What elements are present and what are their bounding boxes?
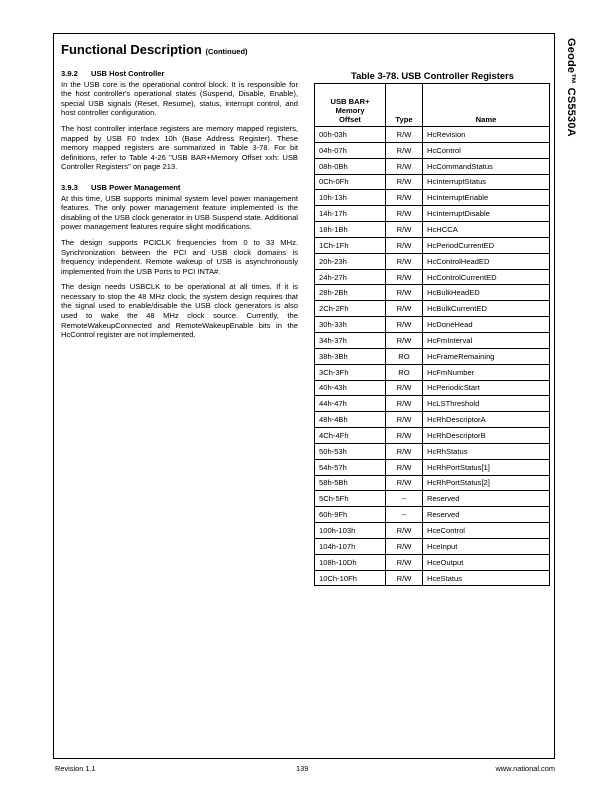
name-cell: HcRhDescriptorA [423,412,550,428]
type-cell: R/W [386,285,423,301]
name-cell: HcBulkCurrentED [423,301,550,317]
column-header-offset: USB BAR+ Memory Offset [315,84,386,127]
subsection-title: USB Host Controller [91,69,165,78]
offset-cell: 44h-47h [315,396,386,412]
offset-cell: 48h-4Bh [315,412,386,428]
section-continued: (Continued) [205,47,248,56]
paragraph: At this time, USB supports minimal system level power management features. The only power management feature implemented is the disabling of the USB clock generator in USB Suspend state. Additional power management features require slight modifications. [61,193,298,232]
offset-cell: 34h-37h [315,332,386,348]
name-cell: HcFrameRemaining [423,348,550,364]
table-header-row [315,84,550,127]
name-cell: HcBulkHeadED [423,285,550,301]
type-cell: R/W [386,190,423,206]
name-cell: HcPeriodicStart [423,380,550,396]
offset-cell: 1Ch-1Fh [315,237,386,253]
type-cell: R/W [386,222,423,238]
table-row [315,428,550,444]
type-cell: RO [386,348,423,364]
offset-cell: 104h-107h [315,538,386,554]
table-row [315,222,550,238]
table-row [315,174,550,190]
name-cell: Reserved [423,507,550,523]
type-cell: R/W [386,332,423,348]
table-row [315,380,550,396]
offset-cell: 58h-5Bh [315,475,386,491]
offset-cell: 0Ch-0Fh [315,174,386,190]
offset-cell: 00h-03h [315,127,386,143]
name-cell: HcRhPortStatus[2] [423,475,550,491]
name-cell: HcDoneHead [423,317,550,333]
paragraph: The host controller interface registers are memory mapped registers, mapped by USB F0 Index 10h (Base Address Register). These memory mapped registers are summarized in Table 3-78. For bit definitions, refer to Table 4-26 "USB BAR+Memory Offset xxh: USB Controller Registers" on page 213. [61,123,298,172]
name-cell: HcControl [423,142,550,158]
offset-cell: 08h-0Bh [315,158,386,174]
name-cell: HcRhStatus [423,443,550,459]
offset-cell: 38h-3Bh [315,348,386,364]
type-cell: R/W [386,269,423,285]
column-header-name: Name [423,84,550,127]
table-row [315,332,550,348]
section-title: Functional Description [61,42,202,57]
name-cell: HceInput [423,538,550,554]
table-row [315,507,550,523]
table-row [315,237,550,253]
type-cell: -- [386,491,423,507]
paragraph: The design supports PCICLK frequencies from 0 to 33 MHz. Synchronization between the PCI and USB clock domains is frequency independent. Remote wakeup of USB is asynchronously implemented from the USB Ports to PCI INTA#. [61,237,298,276]
section-heading [61,42,248,57]
running-title [557,38,587,338]
offset-cell: 50h-53h [315,443,386,459]
type-cell: R/W [386,443,423,459]
table-row [315,269,550,285]
offset-cell: 10Ch-10Fh [315,570,386,586]
offset-cell: 2Ch-2Fh [315,301,386,317]
offset-cell: 20h-23h [315,253,386,269]
type-cell: R/W [386,127,423,143]
table-row [315,396,550,412]
offset-cell: 60h-9Fh [315,507,386,523]
type-cell: R/W [386,459,423,475]
table-row [315,412,550,428]
offset-cell: 14h-17h [315,206,386,222]
offset-cell: 108h-10Dh [315,554,386,570]
offset-cell: 10h-13h [315,190,386,206]
subsection-number: 3.9.2 [61,69,78,78]
type-cell: R/W [386,523,423,539]
name-cell: HcInterruptStatus [423,174,550,190]
type-cell: R/W [386,538,423,554]
name-cell: HcControlCurrentED [423,269,550,285]
usb-registers-table [314,83,550,586]
table-row [315,127,550,143]
table-row [315,253,550,269]
name-cell: HcRhPortStatus[1] [423,459,550,475]
name-cell: HceStatus [423,570,550,586]
name-cell: HcFmNumber [423,364,550,380]
table-row [315,158,550,174]
type-cell: R/W [386,158,423,174]
name-cell: HcControlHeadED [423,253,550,269]
subsection-number: 3.9.3 [61,182,78,192]
type-cell: R/W [386,237,423,253]
type-cell: R/W [386,554,423,570]
type-cell: R/W [386,301,423,317]
offset-cell: 5Ch-5Fh [315,491,386,507]
subsection-heading-usb-power [61,183,298,193]
offset-cell: 4Ch-4Fh [315,428,386,444]
name-cell: HceControl [423,523,550,539]
type-cell: R/W [386,412,423,428]
footer-website: www.national.com [495,764,555,773]
table-title: Table 3-78. USB Controller Registers [351,70,514,81]
table-row [315,285,550,301]
name-cell: HcFmInterval [423,332,550,348]
offset-cell: 100h-103h [315,523,386,539]
footer-revision: Revision 1.1 [55,764,96,773]
type-cell: R/W [386,174,423,190]
name-cell: HcRevision [423,127,550,143]
name-cell: HcRhDescriptorB [423,428,550,444]
table-row [315,364,550,380]
name-cell: HcCommandStatus [423,158,550,174]
name-cell: HceOutput [423,554,550,570]
name-cell: HcHCCA [423,222,550,238]
table-row [315,523,550,539]
type-cell: R/W [386,206,423,222]
offset-cell: 04h-07h [315,142,386,158]
type-cell: R/W [386,570,423,586]
table-row [315,459,550,475]
table-row [315,348,550,364]
table-row [315,443,550,459]
body-column [61,69,298,346]
type-cell: R/W [386,428,423,444]
name-cell: HcInterruptDisable [423,206,550,222]
type-cell: R/W [386,380,423,396]
name-cell: HcInterruptEnable [423,190,550,206]
paragraph: The design needs USBCLK to be operational at all times. If it is necessary to stop the 48 MHz clock, the system design requires that the signal used to enable/disable the USB clock generators is also used to wake the 48 MHz clock source. Currently, the RemoteWakeupConnected and RemoteWakeupEnable bits in the HcControl register are not implemented. [61,282,298,340]
offset-cell: 24h-27h [315,269,386,285]
type-cell: R/W [386,253,423,269]
name-cell: HcPeriodCurrentED [423,237,550,253]
table-row [315,491,550,507]
table-row [315,142,550,158]
offset-cell: 30h-33h [315,317,386,333]
offset-cell: 28h-2Bh [315,285,386,301]
name-cell: HcLSThreshold [423,396,550,412]
subsection-heading-usb-host [61,69,298,79]
table-row [315,570,550,586]
side-title-text: Geode™ CS5530A [565,38,577,137]
offset-cell: 18h-1Bh [315,222,386,238]
type-cell: R/W [386,396,423,412]
footer-page-number: 139 [296,764,309,773]
table-row [315,206,550,222]
offset-cell: 54h-57h [315,459,386,475]
type-cell: -- [386,507,423,523]
offset-cell: 3Ch-3Fh [315,364,386,380]
type-cell: R/W [386,475,423,491]
type-cell: RO [386,364,423,380]
type-cell: R/W [386,317,423,333]
type-cell: R/W [386,142,423,158]
table-row [315,554,550,570]
table-row [315,190,550,206]
column-header-type: Type [386,84,423,127]
table-row [315,301,550,317]
subsection-title: USB Power Management [91,182,181,192]
table-row [315,538,550,554]
offset-cell: 40h-43h [315,380,386,396]
paragraph: In the USB core is the operational control block. It is responsible for the host controller's operational states (Suspend, Disable, Enable), special USB signals (Reset, Resume), status, interrupt control, and host controller configuration. [61,79,298,118]
table-row [315,475,550,491]
table-row [315,317,550,333]
name-cell: Reserved [423,491,550,507]
